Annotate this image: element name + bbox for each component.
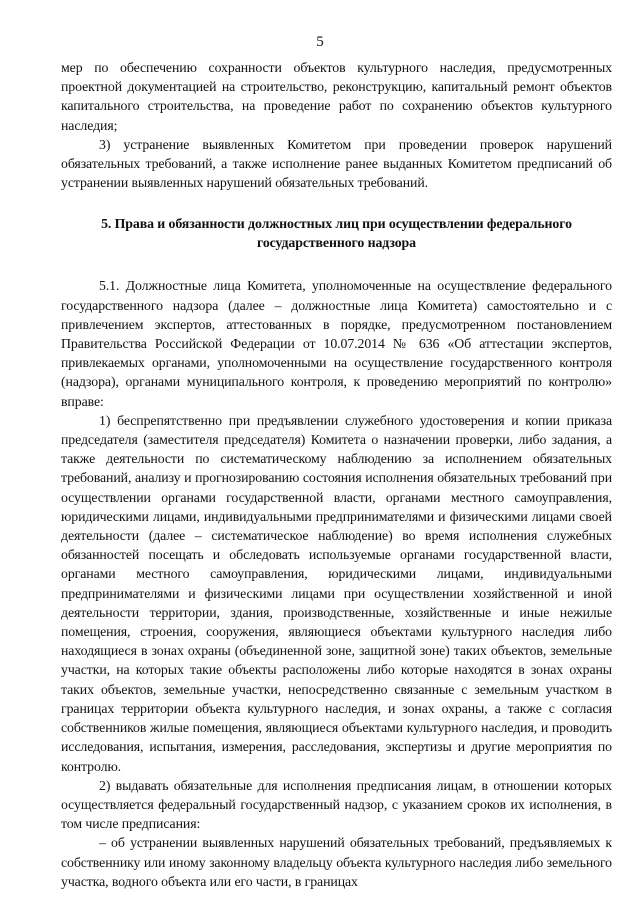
paragraph-5-1: 5.1. Должностные лица Комитета, уполномоченные на осуществление федерального государственного надзора (далее – должностные лица Комитета) самостоятельно и с привлечением экспертов, аттестованных в порядке, предусмотренном постановлением Правительства Российской Федерации от 10.07.2014 № 636 «Об аттестации экспертов, привлекаемых органами, уполномоченными на осуществление государственного контроля (надзора), органами муниципального контроля, к проведению мероприятий по контролю» вправе: bbox=[61, 278, 612, 409]
paragraph-continuation: мер по обеспечению сохранности объектов культурного наследия, предусмотренных проектной документацией на строительство, реконструкцию, капитальный ремонт объектов капитального строительства, на проведение работ по сохранению объектов культурного наследия; bbox=[61, 60, 612, 133]
paragraph-item-2: 2) выдавать обязательные для исполнения предписания лицам, в отношении которых осуществляется федеральный государственный надзор, с указанием сроков их исполнения, в том числе предписания: bbox=[61, 777, 612, 832]
section-heading: 5. Права и обязанности должностных лиц при осуществлении федерального государственного надзора bbox=[101, 216, 572, 251]
paragraph-item-1: 1) беспрепятственно при предъявлении служебного удостоверения и копии приказа председателя (заместителя председателя) Комитета о назначении проверки, либо задания, а также деятельности по систематическому наблюдению за исполнением обязательных требований, анализу и прогнозированию состояния исполнения обязательных требований при осуществлении органами государственной власти, органами местного самоуправления, юридическими лицами, индивидуальными предпринимателями и физическими лицами своей деятельности (далее – систематическое наблюдение) во время исполнения служебных обязанностей посещать и обследовать используемые органами государственной власти, органами местного самоуправления, юридическими лицами, индивидуальными предпринимателями и физическими лицами при осуществлении хозяйственной и иной деятельности территории, здания, производственные, хозяйственные и иные нежилые помещения, строения, сооружения, являющиеся объектами культурного наследия либо находящиеся в зонах охраны (объединенной зоне, защитной зоне) таких объектов, земельные участки, на которых такие объекты расположены либо которые находятся в зонах охраны таких объектов, земельные участки, непосредственно связанные с земельным участком в границах территории объекта культурного наследия, и зонах охраны, а также с согласия собственников жилые помещения, являющиеся объектами культурного наследия, и проводить исследования, испытания, измерения, расследования, экспертизы и другие мероприятия по контролю. bbox=[61, 412, 612, 774]
paragraph-dash-item: – об устранении выявленных нарушений обязательных требований, предъявляемых к собственнику или иному законному владельцу объекта культурного наследия либо земельного участка, водного объекта или его части, в границах bbox=[61, 835, 612, 889]
paragraph-item-3: 3) устранение выявленных Комитетом при проведении проверок нарушений обязательных требований, а также исполнение ранее выданных Комитетом предписаний об устранении выявленных нарушений обязательных требований. bbox=[61, 136, 612, 191]
document-body bbox=[61, 58, 612, 891]
page-number: 5 bbox=[316, 34, 324, 50]
